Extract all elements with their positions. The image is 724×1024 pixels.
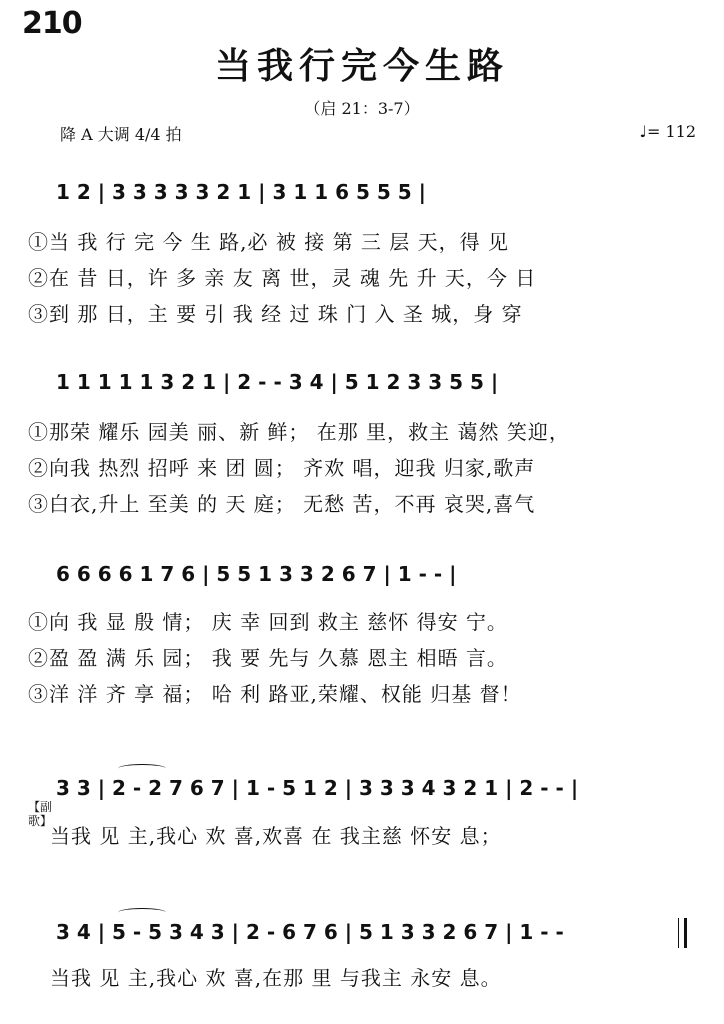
lyric-line: ①那荣 耀乐 园美 丽、新 鲜； 在那 里，救主 蔼然 笑迎，: [28, 420, 570, 444]
lyric-line: ③到 那 日，主 要 引 我 经 过 珠 门 入 圣 城，身 穿: [28, 302, 523, 326]
lyric-line: 当我 见 主,我心 欢 喜,在那 里 与我主 永安 息。: [50, 966, 502, 990]
tie-mark: [118, 908, 166, 917]
page-title: 当我行完今生路: [214, 45, 509, 87]
lyric-line: ①当 我 行 完 今 生 路,必 被 接 第 三 层 天，得 见: [28, 230, 510, 254]
key-signature: 降 A 大调 4/4 拍: [60, 125, 182, 144]
lyric-line: ③白衣,升上 至美 的 天 庭； 无愁 苦，不再 哀哭,喜气: [28, 492, 536, 516]
notation-line: 3 3 | 2 - 2 7 6 7 | 1 - 5 1 2 | 3 3 3 4 3 2 1 | 2 - - |: [56, 776, 579, 800]
notation-line: 1 1 1 1 1 3 2 1 | 2 - - 3 4 | 5 1 2 3 3 5 5 |: [56, 370, 499, 394]
notation-line: 3 4 | 5 - 5 3 4 3 | 2 - 6 7 6 | 5 1 3 3 2 6 7 | 1 - -: [56, 920, 564, 944]
tempo-marking: ♩= 112: [639, 122, 696, 141]
final-barline-thin: [678, 918, 679, 948]
notation-line: 1 2 | 3 3 3 3 3 2 1 | 3 1 1 6 5 5 5 |: [56, 180, 426, 204]
lyric-line: ③洋 洋 齐 享 福； 哈 利 路亚,荣耀、权能 归基 督！: [28, 682, 522, 706]
lyric-line: ②盈 盈 满 乐 园； 我 要 先与 久慕 恩主 相晤 言。: [28, 646, 508, 670]
scripture-reference: （启 21：3-7）: [304, 99, 420, 118]
lyric-line: ①向 我 显 殷 情； 庆 幸 回到 救主 慈怀 得安 宁。: [28, 610, 508, 634]
lyric-line: ②在 昔 日，许 多 亲 友 离 世，灵 魂 先 升 天，今 日: [28, 266, 537, 290]
notation-line: 6 6 6 6 1 7 6 | 5 5 1 3 3 2 6 7 | 1 - - |: [56, 562, 457, 586]
chorus-label: 【副歌】: [28, 800, 53, 828]
final-barline-thick: [684, 918, 687, 948]
hymn-number: 210: [22, 6, 82, 41]
lyric-line: ②向我 热烈 招呼 来 团 圆； 齐欢 唱，迎我 归家,歌声: [28, 456, 536, 480]
tie-mark: [118, 764, 166, 773]
lyric-line: 当我 见 主,我心 欢 喜,欢喜 在 我主慈 怀安 息；: [50, 824, 502, 848]
